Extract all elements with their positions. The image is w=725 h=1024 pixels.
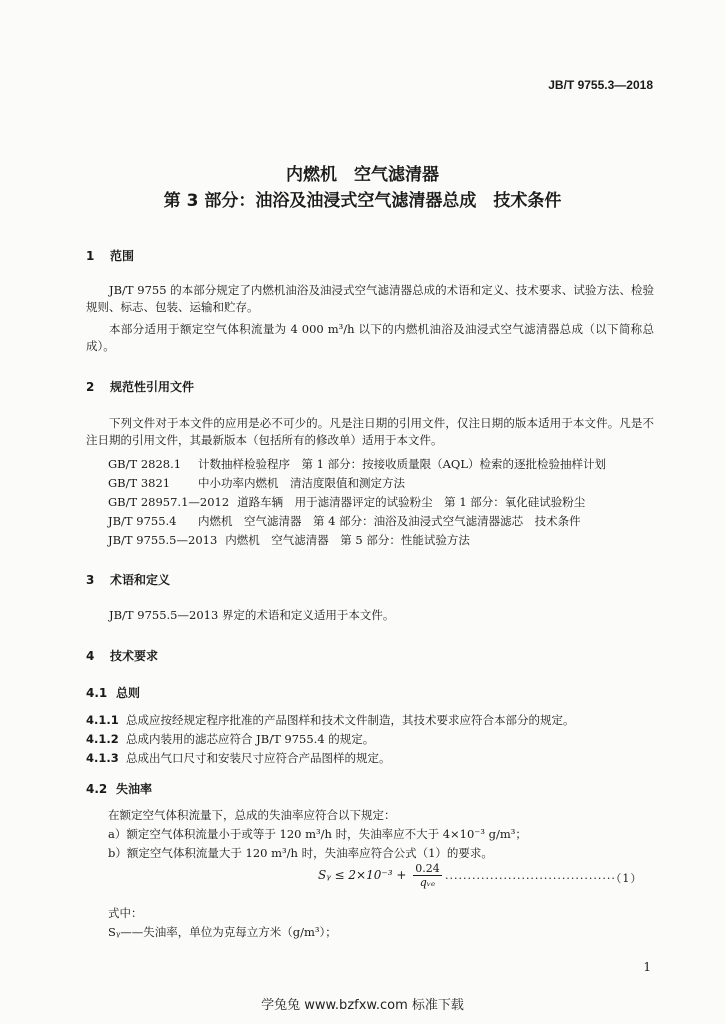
list-item-b: b）额定空气体积流量大于 120 m³/h 时，失油率应符合公式（1）的要求。 — [108, 846, 493, 860]
reference-item — [108, 475, 405, 492]
reference-title: 道路车辆 用于滤清器评定的试验粉尘 第 1 部分：氧化硅试验粉尘 — [237, 495, 586, 509]
footer-watermark: 学兔兔 www.bzfxw.com 标准下载 — [261, 998, 464, 1013]
section-number: 2 — [86, 380, 95, 394]
subsection-title: 总则 — [116, 686, 141, 700]
section-title: 技术要求 — [110, 649, 159, 663]
paragraph: JB/T 9755 的本部分规定了内燃机油浴及油浸式空气滤清器总成的术语和定义、技术要求、试验方法、检验规则、标志、包装、运输和贮存。 — [86, 283, 654, 314]
section-3-heading — [86, 571, 170, 588]
paragraph: 本部分适用于额定空气体积流量为 4 000 m³/h 以下的内燃机油浴及油浸式空气滤清器总成（以下简称总成）。 — [86, 322, 654, 353]
formula-number: （1） — [615, 872, 643, 885]
section-title: 范围 — [110, 249, 135, 263]
reference-item — [108, 532, 470, 549]
reference-title: 中小功率内燃机 清洁度限值和测定方法 — [198, 476, 405, 490]
subsection-number: 4.2 — [86, 782, 108, 796]
reference-title: 内燃机 空气滤清器 第 5 部分：性能试验方法 — [225, 533, 470, 547]
section-4-heading — [86, 647, 158, 664]
clause-item — [86, 712, 575, 729]
symbol-definition: Sᵧ——失油率，单位为克每立方米（g/m³）； — [108, 925, 337, 939]
title-line-2: 第 3 部分：油浴及油浸式空气滤清器总成 技术条件 — [163, 191, 562, 211]
subsection-title: 失油率 — [116, 782, 153, 796]
clause-text: 总成内装用的滤芯应符合 JB/T 9755.4 的规定。 — [126, 732, 375, 746]
clause-item — [86, 750, 391, 767]
reference-title: 计数抽样检验程序 第 1 部分：按接收质量限（AQL）检索的逐批检验抽样计划 — [198, 457, 606, 471]
section-number: 3 — [86, 573, 95, 587]
fraction-numerator: 0.24 — [415, 862, 440, 875]
paragraph: JB/T 9755.5—2013 界定的术语和定义适用于本文件。 — [109, 608, 395, 622]
section-title: 规范性引用文件 — [110, 380, 195, 394]
page-number: 1 — [643, 960, 651, 974]
list-item-a: a）额定空气体积流量小于或等于 120 m³/h 时，失油率应不大于 4×10⁻³ g/m³； — [108, 827, 527, 841]
reference-code: GB/T 3821 — [108, 476, 171, 490]
paragraph: 在额定空气体积流量下，总成的失油率应符合以下规定： — [108, 808, 396, 822]
section-1-heading — [86, 247, 134, 264]
reference-code: GB/T 2828.1 — [108, 457, 182, 471]
section-number: 1 — [86, 249, 95, 263]
subsection-number: 4.1 — [86, 686, 108, 700]
clause-text: 总成出气口尺寸和安装尺寸应符合产品图样的规定。 — [126, 751, 391, 765]
clause-number: 4.1.3 — [86, 751, 119, 765]
clause-item — [86, 731, 374, 748]
paragraph: 下列文件对于本文件的应用是必不可少的。凡是注日期的引用文件，仅注日期的版本适用于本文件。凡是不注日期的引用文件，其最新版本（包括所有的修改单）适用于本文件。 — [86, 416, 654, 447]
where-label: 式中： — [108, 906, 143, 920]
section-2-heading — [86, 378, 194, 395]
formula-fraction — [413, 862, 442, 889]
section-number: 4 — [86, 649, 95, 663]
reference-title: 内燃机 空气滤清器 第 4 部分：油浴及油浸式空气滤清器滤芯 技术条件 — [198, 514, 581, 528]
formula-leader: ······································（1） — [445, 872, 643, 885]
reference-code: GB/T 28957.1—2012 — [108, 495, 230, 509]
reference-item — [108, 456, 606, 473]
title-line-1: 内燃机 空气滤清器 — [286, 165, 439, 185]
fraction-denominator: qᵥₑ — [419, 876, 436, 889]
subsection-4-1-heading — [86, 684, 140, 701]
reference-code: JB/T 9755.5—2013 — [108, 533, 218, 547]
clause-number: 4.1.1 — [86, 713, 119, 727]
reference-item — [108, 494, 585, 511]
document-number: JB/T 9755.3—2018 — [548, 78, 653, 92]
clause-number: 4.1.2 — [86, 732, 119, 746]
clause-text: 总成应按经规定程序批准的产品图样和技术文件制造，其技术要求应符合本部分的规定。 — [126, 713, 575, 727]
reference-item — [108, 513, 581, 530]
formula-1 — [318, 862, 445, 889]
section-title: 术语和定义 — [110, 573, 171, 587]
reference-code: JB/T 9755.4 — [108, 514, 177, 528]
formula-lhs: Sᵧ ≤ 2×10⁻³ + — [318, 868, 407, 882]
subsection-4-2-heading — [86, 780, 152, 797]
